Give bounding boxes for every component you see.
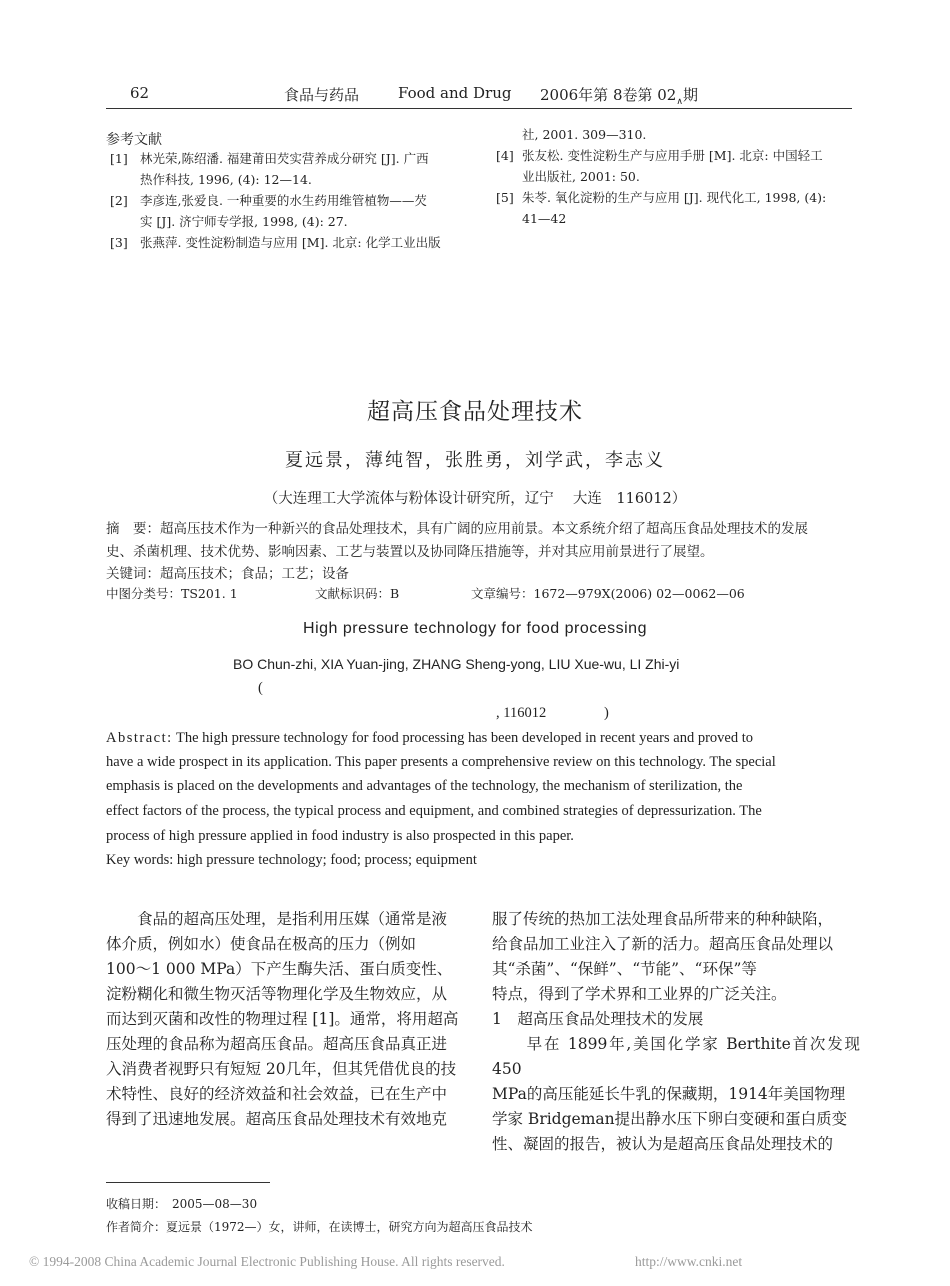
reference-line: 41—42 xyxy=(522,211,567,226)
keywords-cn: 关键词：超高压技术；食品；工艺；设备 xyxy=(106,566,349,582)
abstract-label: 摘 要： xyxy=(106,521,160,537)
issue-tail: 期 xyxy=(682,86,698,104)
english-abstract-line: emphasis is placed on the developments and advantages of the technology, the mechanism of sterilization, the xyxy=(106,778,743,794)
references-heading: 参考文献 xyxy=(106,132,162,148)
body-line: 食品的超高压处理，是指利用压媒（通常是液 xyxy=(106,910,448,928)
body-line: 术特性、良好的经济效益和社会效益，已在生产中 xyxy=(106,1085,448,1103)
references-left xyxy=(110,150,441,252)
body-line: 得到了迅速地发展。超高压食品处理技术有效地克 xyxy=(106,1110,448,1128)
body-line: 压处理的食品称为超高压食品。超高压食品真正进 xyxy=(106,1035,448,1053)
page-number: 62 xyxy=(130,84,150,102)
english-affiliation-open: ( xyxy=(258,680,263,696)
english-keywords: Key words: high pressure technology; food; process; equipment xyxy=(106,852,477,868)
reference-line: 实 [J]. 济宁师专学报, 1998, (4): 27. xyxy=(140,214,348,229)
english-abstract-line: process of high pressure applied in food industry is also prospected in this paper. xyxy=(106,828,574,844)
abstract-text-line: 超高压技术作为一种新兴的食品处理技术，具有广阔的应用前景。本文系统介绍了超高压食品处理技术的发展 xyxy=(160,521,808,537)
english-abstract-label: Abstract: xyxy=(106,730,173,746)
footnote-rule xyxy=(106,1182,270,1183)
clc-number: 中图分类号：TS201. 1 xyxy=(106,586,238,601)
reference-line: [2] 李彦连,张爱良. 一种重要的水生药用维管植物——芡 xyxy=(110,193,427,208)
body-line: 淀粉糊化和微生物灭活等物理化学及生物效应，从 xyxy=(106,985,448,1003)
english-title: High pressure technology for food processing xyxy=(303,620,647,637)
body-line: 给食品加工业注入了新的活力。超高压食品处理以 xyxy=(492,935,834,953)
reference-line: 社, 2001. 309—310. xyxy=(522,127,647,142)
section-heading: 1 超高压食品处理技术的发展 xyxy=(492,1010,704,1028)
english-affiliation-zip: , 116012 xyxy=(496,705,547,721)
english-abstract-line: effect factors of the process, the typical process and equipment, and combined strategies of depressurization. The xyxy=(106,803,762,819)
body-line: 体介质，例如水）使食品在极高的压力（例如 xyxy=(106,935,417,953)
issue-main: 2006年第 8卷第 02 xyxy=(540,86,677,104)
reference-line: 业出版社, 2001: 50. xyxy=(522,169,640,184)
article-number: 文章编号：1672—979X(2006) 02—0062—06 xyxy=(471,586,745,601)
reference-line: [3] 张燕萍. 变性淀粉制造与应用 [M]. 北京: 化学工业出版 xyxy=(110,235,441,250)
issue-info: 2006年第 8卷第 $02_\wedge$期 xyxy=(540,86,698,107)
abstract-cn xyxy=(106,517,808,537)
references-right xyxy=(496,126,826,228)
body-line: 服了传统的热加工法处理食品所带来的种种缺陷， xyxy=(492,910,834,928)
body-line: 性、凝固的报告，被认为是超高压食品处理技术的 xyxy=(492,1135,834,1153)
english-abstract-line: Abstract: The high pressure technology for food processing has been developed in recent years and proved to xyxy=(106,730,754,746)
english-authors: BO Chun-zhi, XIA Yuan-jing, ZHANG Sheng-yong, LIU Xue-wu, LI Zhi-yi xyxy=(233,656,680,672)
body-line: 学家 Bridgeman提出静水压下卵白变硬和蛋白质变 xyxy=(492,1110,848,1128)
article-title: 超高压食品处理技术 xyxy=(367,399,583,425)
body-line: 特点，得到了学术界和工业界的广泛关注。 xyxy=(492,985,787,1003)
body-line: 其“杀菌”、“保鲜”、“节能”、“环保”等 xyxy=(492,960,757,978)
body-line: 100～1 000 MPa）下产生酶失活、蛋白质变性、 xyxy=(106,960,453,978)
english-affiliation-close: ) xyxy=(604,705,609,721)
reference-line: 热作科技, 1996, (4): 12—14. xyxy=(140,172,312,187)
received-date: 收稿日期： 2005—08—30 xyxy=(106,1197,258,1211)
article-authors: 夏远景，薄纯智，张胜勇，刘学武，李志义 xyxy=(285,450,665,471)
article-affiliation: （大连理工大学流体与粉体设计研究所，辽宁 大连 116012） xyxy=(263,491,687,507)
body-line: 而达到灭菌和改性的物理过程 [1]。通常，将用超高 xyxy=(106,1010,459,1028)
english-abstract-line: have a wide prospect in its application. This paper presents a comprehensive review on this technology. The special xyxy=(106,754,776,770)
journal-name-en: Food and Drug xyxy=(398,84,512,102)
header-rule xyxy=(106,108,852,109)
document-code: 文献标识码：B xyxy=(315,586,400,601)
body-line: 入消费者视野只有短短 20几年，但其凭借优良的技 xyxy=(106,1060,457,1078)
body-right-column xyxy=(492,907,860,1157)
body-line: 早在 1899年,美国化学家 Berthite首次发现 450 xyxy=(492,1035,860,1078)
body-line: MPa的高压能延长牛乳的保藏期，1914年美国物理 xyxy=(492,1085,846,1103)
body-left-column xyxy=(106,907,474,1132)
reference-line: [1] 林光荣,陈绍潘. 福建莆田芡实营养成分研究 [J]. 广西 xyxy=(110,151,429,166)
copyright-notice: © 1994-2008 China Academic Journal Electronic Publishing House. All rights reserved. xyxy=(29,1254,505,1269)
reference-line: [4] 张友松. 变性淀粉生产与应用手册 [M]. 北京: 中国轻工 xyxy=(496,148,823,163)
english-keywords-label: Key words: xyxy=(106,852,174,868)
cnki-link[interactable]: http://www.cnki.net xyxy=(635,1254,743,1269)
reference-line: [5] 朱苓. 氧化淀粉的生产与应用 [J]. 现代化工, 1998, (4): xyxy=(496,190,827,205)
abstract-text-line: 史、杀菌机理、技术优势、影响因素、工艺与装置以及协同降压措施等，并对其应用前景进行了展望。 xyxy=(106,544,714,560)
journal-name-cn: 食品与药品 xyxy=(284,86,360,104)
author-bio: 作者简介：夏远景（1972—）女，讲师，在读博士，研究方向为超高压食品技术 xyxy=(106,1220,533,1234)
